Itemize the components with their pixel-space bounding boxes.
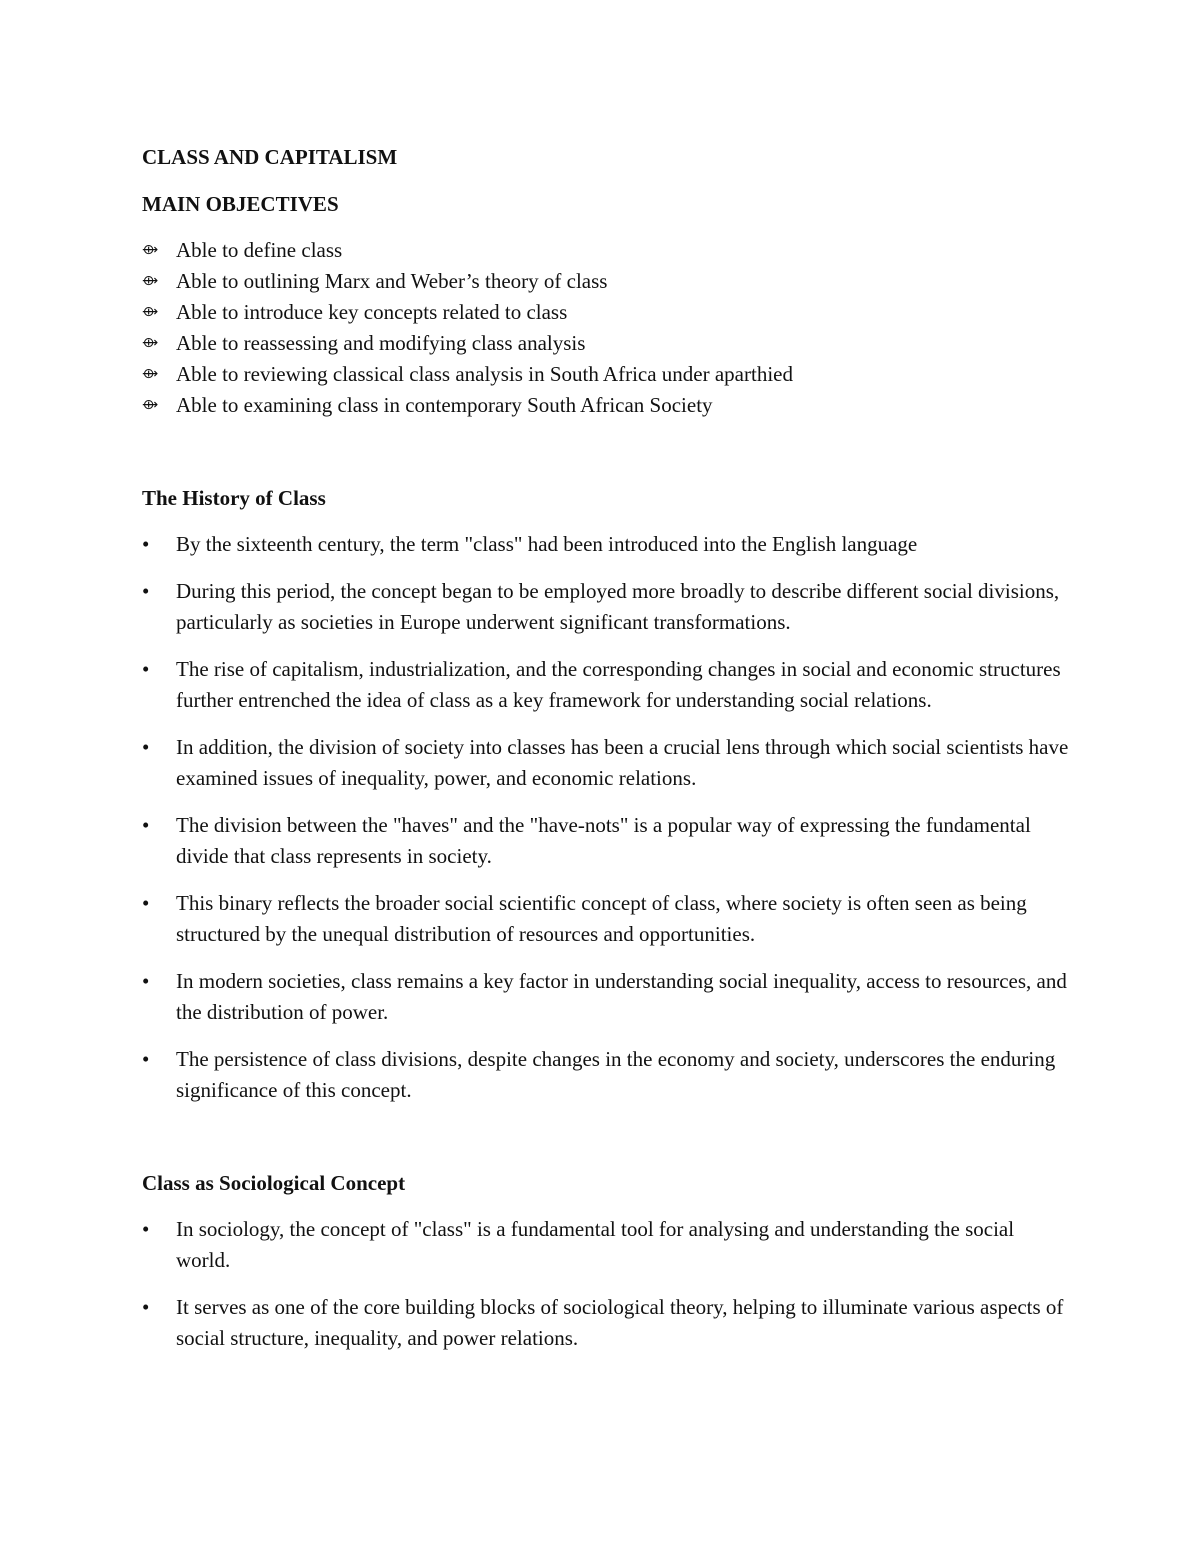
objectives-list xyxy=(142,235,1072,421)
list-item xyxy=(142,529,1072,560)
objective-item xyxy=(142,359,1072,390)
list-item-text: In modern societies, class remains a key factor in understanding social inequality, access to resources, and the distribution of power. xyxy=(176,969,1067,1024)
objective-text: Able to examining class in contemporary South African Society xyxy=(176,393,713,417)
list-item-text: In sociology, the concept of "class" is a fundamental tool for analysing and understanding the social world. xyxy=(176,1217,1015,1272)
objective-item xyxy=(142,297,1072,328)
list-item-text: The rise of capitalism, industrialization, and the corresponding changes in social and economic structures further entrenched the idea of class as a key framework for understanding social relations. xyxy=(176,657,1061,712)
bullet-icon: • xyxy=(142,532,150,556)
history-bullet-list xyxy=(142,529,1072,1106)
objective-text: Able to reassessing and modifying class analysis xyxy=(176,331,586,355)
arrow-bullet-icon: ⟴ xyxy=(142,304,159,320)
list-item xyxy=(142,576,1072,638)
document-content xyxy=(142,142,1072,1370)
list-item xyxy=(142,1044,1072,1106)
objective-text: Able to introduce key concepts related to class xyxy=(176,300,568,324)
list-item-text: The division between the "haves" and the "have-nots" is a popular way of expressing the fundamental divide that class represents in society. xyxy=(176,813,1031,868)
list-item xyxy=(142,1292,1072,1354)
objective-text: Able to outlining Marx and Weber’s theory of class xyxy=(176,269,608,293)
objective-item xyxy=(142,328,1072,359)
list-item xyxy=(142,888,1072,950)
list-item xyxy=(142,966,1072,1028)
section-heading-history: The History of Class xyxy=(142,486,326,510)
objective-text: Able to define class xyxy=(176,238,343,262)
bullet-icon: • xyxy=(142,1295,150,1319)
list-item-text: This binary reflects the broader social scientific concept of class, where society is often seen as being structured by the unequal distribution of resources and opportunities. xyxy=(176,891,1027,946)
objective-text: Able to reviewing classical class analysis in South Africa under aparthied xyxy=(176,362,793,386)
arrow-bullet-icon: ⟴ xyxy=(142,397,159,413)
bullet-icon: • xyxy=(142,891,150,915)
list-item-text: The persistence of class divisions, despite changes in the economy and society, underscores the enduring significance of this concept. xyxy=(176,1047,1056,1102)
bullet-icon: • xyxy=(142,657,150,681)
list-item xyxy=(142,732,1072,794)
bullet-icon: • xyxy=(142,735,150,759)
bullet-icon: • xyxy=(142,1047,150,1071)
objective-item xyxy=(142,390,1072,421)
list-item-text: In addition, the division of society into classes has been a crucial lens through which social scientists have examined issues of inequality, power, and economic relations. xyxy=(176,735,1069,790)
objectives-heading: MAIN OBJECTIVES xyxy=(142,192,339,216)
list-item-text: It serves as one of the core building blocks of sociological theory, helping to illuminate various aspects of social structure, inequality, and power relations. xyxy=(176,1295,1064,1350)
sociology-bullet-list xyxy=(142,1214,1072,1354)
arrow-bullet-icon: ⟴ xyxy=(142,273,159,289)
arrow-bullet-icon: ⟴ xyxy=(142,242,159,258)
spacer xyxy=(142,421,1072,483)
section-heading-sociological: Class as Sociological Concept xyxy=(142,1171,406,1195)
bullet-icon: • xyxy=(142,969,150,993)
bullet-icon: • xyxy=(142,813,150,837)
list-item xyxy=(142,1214,1072,1276)
list-item-text: By the sixteenth century, the term "class" had been introduced into the English language xyxy=(176,532,918,556)
bullet-icon: • xyxy=(142,579,150,603)
bullet-icon: • xyxy=(142,1217,150,1241)
list-item xyxy=(142,654,1072,716)
arrow-bullet-icon: ⟴ xyxy=(142,335,159,351)
list-item-text: During this period, the concept began to be employed more broadly to describe different social divisions, particularly as societies in Europe underwent significant transformations. xyxy=(176,579,1060,634)
document-title: CLASS AND CAPITALISM xyxy=(142,145,398,169)
arrow-bullet-icon: ⟴ xyxy=(142,366,159,382)
spacer xyxy=(142,1122,1072,1168)
list-item xyxy=(142,810,1072,872)
objective-item xyxy=(142,235,1072,266)
objective-item xyxy=(142,266,1072,297)
